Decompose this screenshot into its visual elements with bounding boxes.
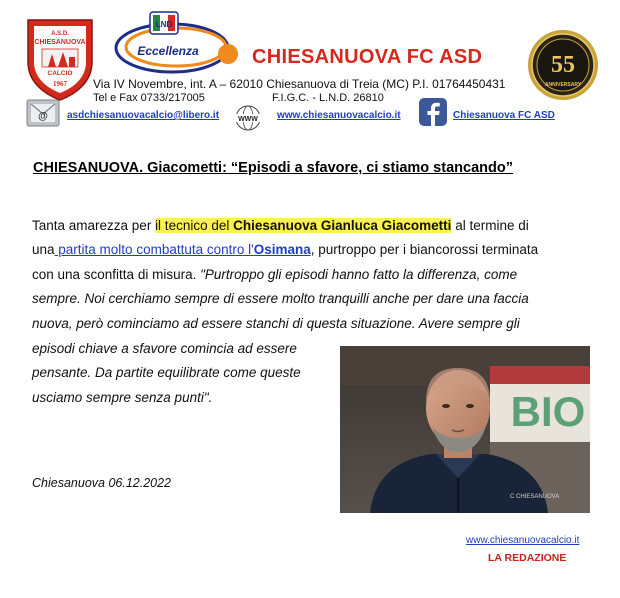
lnd-label: LND [155, 20, 173, 29]
globe-www-icon [232, 104, 264, 132]
anniversary-number: 55 [551, 52, 575, 78]
crest-text-calcio: CALCIO [47, 70, 73, 77]
highlighted-coach-name: Chiesanuova Gianluca Giacometti [233, 218, 452, 233]
coach-photo [340, 346, 590, 513]
quote-line: episodi chiave a sfavore comincia ad essere [32, 341, 297, 356]
crest-text-top: A.S.D. [51, 31, 69, 37]
phone-line: Tel e Fax 0733/217005 [93, 92, 205, 104]
federation-line: F.I.G.C. - L.N.D. 26810 [272, 92, 384, 104]
crest-text-name: CHIESANUOVA [34, 39, 86, 46]
eccellenza-label: Eccellenza [137, 44, 199, 58]
dateline: Chiesanuova 06.12.2022 [32, 476, 172, 490]
website-link[interactable]: www.chiesanuovacalcio.it [277, 110, 401, 121]
address-line: Via IV Novembre, int. A – 62010 Chiesanuova di Treia (MC) P.I. 01764450431 [93, 77, 506, 91]
article-paragraph-2 [32, 337, 332, 410]
text-run: una [32, 242, 55, 258]
email-link[interactable]: asdchiesanuovacalcio@libero.it [67, 110, 220, 121]
quote-line: sempre. Noi cerchiamo sempre di essere molto tranquilli anche per dare una faccia [32, 291, 529, 307]
facebook-icon [418, 98, 448, 126]
mail-icon [26, 99, 60, 127]
paragraph-line [32, 238, 592, 262]
footer-website-link[interactable]: www.chiesanuovacalcio.it [466, 535, 580, 546]
match-link[interactable]: partita molto combattuta contro l' [54, 242, 254, 258]
quote-line: pensante. Da partite equilibrate come queste [32, 365, 301, 381]
quote-line: nuova, però cominciamo ad essere stanchi di questa situazione. Avere sempre gli [32, 315, 520, 331]
article-paragraph-1 [32, 214, 592, 336]
text-run: Tanta amarezza per [32, 218, 156, 233]
svg-text:@: @ [38, 111, 48, 122]
paragraph-line [32, 263, 592, 287]
eccellenza-logo [112, 10, 244, 74]
article-title: CHIESANUOVA. Giacometti: “Episodi a sfavore, ci stiamo stancando” [33, 160, 513, 176]
anniversary-label: ANNIVERSARY [544, 82, 582, 88]
footer-redazione: LA REDAZIONE [488, 552, 567, 564]
highlighted-text: il tecnico del [155, 218, 234, 233]
osimana-link[interactable]: Osimana [253, 242, 311, 258]
quote-line: usciamo sempre senza punti". [32, 389, 213, 405]
text-run: , purtroppo per i biancorossi terminata [310, 242, 539, 258]
paragraph-line [32, 214, 592, 238]
facebook-link[interactable]: Chiesanuova FC ASD [453, 110, 555, 121]
text-run: al termine di [451, 218, 529, 233]
club-crest-logo [22, 16, 98, 102]
anniversary-badge [526, 28, 600, 102]
text-run: con una sconfitta di misura. [32, 266, 201, 282]
photo-jacket-text: C CHIESANUOVA [510, 494, 560, 500]
quote-text: "Purtroppo gli episodi hanno fatto la differenza, come [200, 266, 518, 282]
crest-text-year: 1967 [53, 80, 67, 88]
www-icon-label: WWW [238, 116, 258, 123]
club-name-heading: CHIESANUOVA FC ASD [252, 46, 483, 68]
photo-banner-text: BIO [510, 388, 586, 435]
